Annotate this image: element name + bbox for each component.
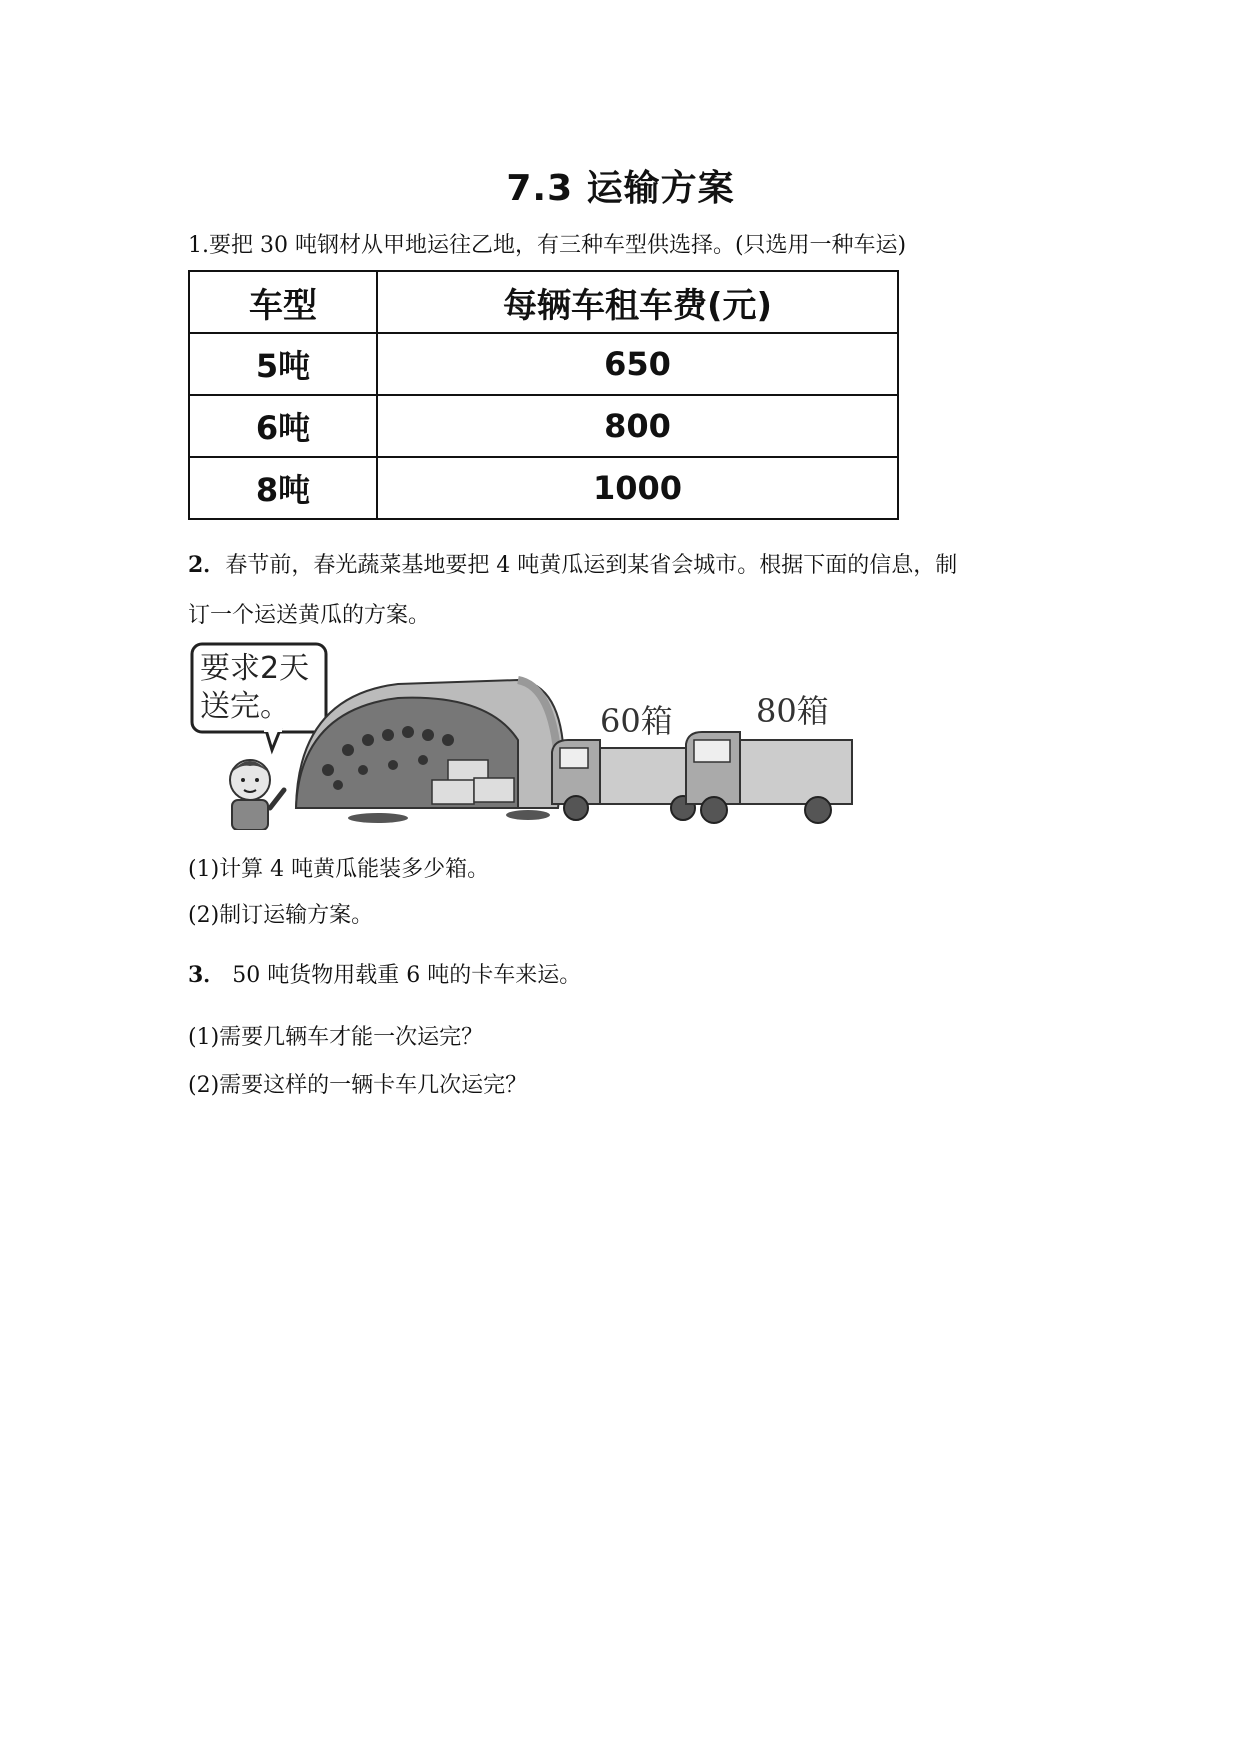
transport-illustration	[188, 640, 854, 830]
truck-rental-table	[188, 270, 899, 520]
large-truck-label: 80箱	[756, 692, 829, 730]
question-2-text: 春节前，春光蔬菜基地要把 4 吨黄瓜运到某省会城市。根据下面的信息，制	[225, 553, 958, 578]
speech-bubble	[192, 644, 326, 750]
table-row	[189, 333, 898, 395]
table-cell: 800	[377, 395, 898, 457]
question-3-sub-1: (1)需要几辆车才能一次运完？	[188, 1025, 484, 1050]
table-cell: 650	[377, 333, 898, 395]
table-header-cell: 车型	[189, 271, 377, 333]
table-header-row	[189, 271, 898, 333]
speech-text-line-1: 要求2天	[200, 651, 310, 686]
question-2-sub-2: (2)制订运输方案。	[188, 903, 374, 928]
question-2-line-1	[188, 548, 957, 579]
table-cell: 1000	[377, 457, 898, 519]
speech-text-line-2: 送完。	[200, 689, 290, 724]
table-row	[189, 457, 898, 519]
small-truck-label: 60箱	[600, 702, 673, 740]
question-3-text: 50 吨货物用载重 6 吨的卡车来运。	[225, 963, 582, 988]
question-3-line	[188, 958, 581, 989]
table-cell: 8吨	[189, 457, 377, 519]
table-header-cell: 每辆车租车费(元)	[377, 271, 898, 333]
page-title: 7.3 运输方案	[506, 168, 735, 209]
question-3-number: 3．	[188, 962, 226, 988]
greenhouse	[296, 680, 564, 823]
question-1-text: 1.要把 30 吨钢材从甲地运往乙地，有三种车型供选择。(只选用一种车运)	[188, 233, 907, 258]
table-cell: 5吨	[189, 333, 377, 395]
question-2-number: 2．	[188, 552, 226, 578]
boy-figure	[230, 760, 284, 830]
question-2-sub-1: (1)计算 4 吨黄瓜能装多少箱。	[188, 857, 490, 882]
table-cell: 6吨	[189, 395, 377, 457]
question-2-line-2: 订一个运送黄瓜的方案。	[188, 603, 431, 628]
table-row	[189, 395, 898, 457]
question-3-sub-2: (2)需要这样的一辆卡车几次运完？	[188, 1073, 528, 1098]
large-truck	[686, 692, 852, 823]
